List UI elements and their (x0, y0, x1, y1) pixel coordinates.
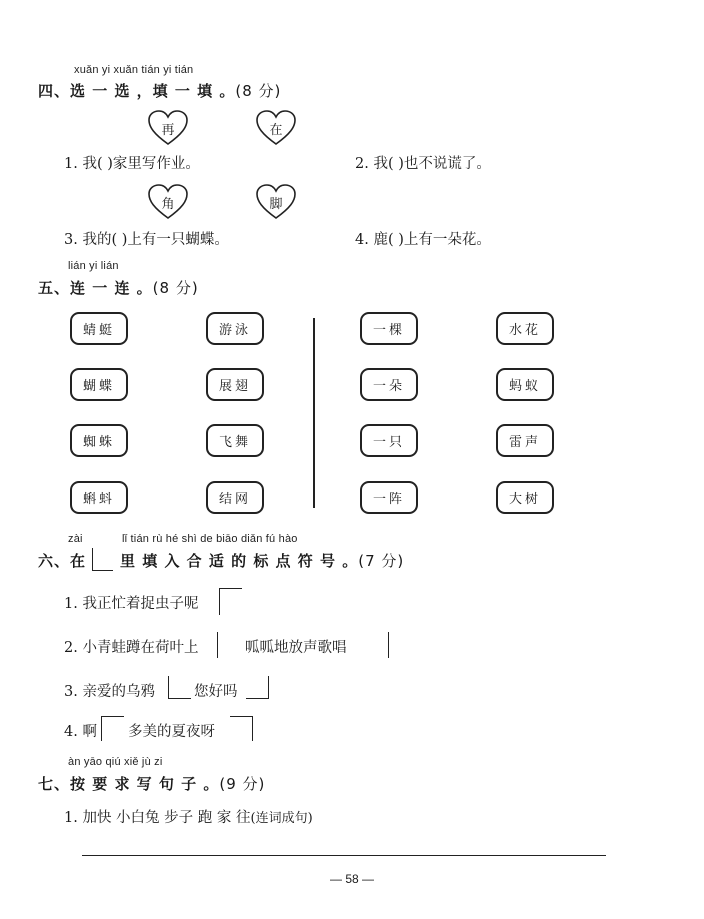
section6-score: (7 分) (358, 552, 405, 570)
section6-question-4a: 4. 啊 (64, 724, 97, 740)
punctuation-blank[interactable] (388, 632, 391, 658)
match-box[interactable]: 蜻蜓 (70, 312, 128, 345)
match-box[interactable]: 一棵 (360, 312, 418, 345)
section6-question-2a: 2. 小青蛙蹲在荷叶上 (64, 640, 199, 656)
punctuation-blank[interactable] (219, 588, 242, 615)
heart-option-1 (148, 110, 188, 146)
section5-title-text: 五、连 一 连 。 (38, 279, 153, 297)
section7-score: (9 分) (219, 775, 266, 793)
section5-pinyin: lián yi lián (68, 260, 119, 272)
match-box[interactable]: 一只 (360, 424, 418, 457)
section6-title (120, 550, 404, 571)
match-box[interactable]: 水花 (496, 312, 554, 345)
punctuation-blank[interactable] (230, 716, 253, 741)
heart-option-4 (256, 184, 296, 220)
section4-pinyin: xuǎn yi xuǎn tián yi tián (74, 64, 194, 76)
section5-score: (8 分) (152, 279, 199, 297)
punctuation-blank[interactable] (246, 676, 269, 699)
match-box[interactable]: 游泳 (206, 312, 264, 345)
section4-title (38, 80, 281, 101)
section7-title-text: 七、按 要 求 写 句 子 。 (38, 775, 220, 793)
section6-question-3a: 3. 亲爱的乌鸦 (64, 684, 155, 700)
match-box[interactable]: 蝌蚪 (70, 481, 128, 514)
match-box[interactable]: 一阵 (360, 481, 418, 514)
match-box[interactable]: 蚂蚁 (496, 368, 554, 401)
section6-question-4b: 多美的夏夜呀 (128, 724, 215, 740)
heart-char: 再 (161, 123, 175, 138)
section6-pinyin-b: lǐ tián rù hé shì de biāo diǎn fú hào (122, 533, 298, 545)
section4-question-1: 1. 我( )家里写作业。 (64, 156, 200, 172)
match-box[interactable]: 大树 (496, 481, 554, 514)
section6-question-1: 1. 我正忙着捉虫子呢 (64, 596, 199, 612)
column-divider (313, 318, 315, 508)
punctuation-blank[interactable] (217, 632, 220, 658)
match-box[interactable]: 雷声 (496, 424, 554, 457)
match-box[interactable]: 结网 (206, 481, 264, 514)
section4-question-3: 3. 我的( )上有一只蝴蝶。 (64, 232, 229, 248)
section6-pinyin-a: zài (68, 533, 83, 545)
section7-title (38, 773, 265, 794)
section6-title-a: 六、在 (38, 552, 87, 570)
section4-question-2: 2. 我( )也不说谎了。 (355, 156, 491, 172)
section6-question-2b: 呱呱地放声歌唱 (245, 640, 347, 656)
blank-box-icon (92, 548, 113, 571)
section4-score: (8 分) (235, 82, 282, 100)
section7-question-1-text: 1. 加快 小白兔 步子 跑 家 往 (64, 810, 251, 826)
section4-title-text: 四、选 一 选 ，填 一 填 。 (38, 82, 236, 100)
section7-question-1-note: (连词成句) (250, 811, 313, 826)
match-box[interactable]: 展翅 (206, 368, 264, 401)
match-box[interactable]: 飞舞 (206, 424, 264, 457)
match-box[interactable]: 蝴蝶 (70, 368, 128, 401)
punctuation-blank[interactable] (168, 676, 191, 699)
section7-question-1 (64, 806, 313, 827)
footer-divider (82, 855, 606, 856)
match-box[interactable]: 蜘蛛 (70, 424, 128, 457)
heart-char: 脚 (269, 197, 283, 212)
heart-option-2 (256, 110, 296, 146)
match-box[interactable]: 一朵 (360, 368, 418, 401)
heart-char: 角 (161, 197, 175, 212)
punctuation-blank[interactable] (101, 716, 124, 741)
section6-title-b: 里 填 入 合 适 的 标 点 符 号 。 (120, 552, 359, 570)
section6-question-3b: 您好吗 (194, 684, 238, 700)
section4-question-4: 4. 鹿( )上有一朵花。 (355, 232, 491, 248)
page-number: — 58 — (329, 872, 374, 886)
section7-pinyin: àn yāo qiú xiě jù zi (68, 756, 163, 768)
heart-char: 在 (269, 123, 283, 138)
heart-option-3 (148, 184, 188, 220)
section5-title (38, 277, 199, 298)
